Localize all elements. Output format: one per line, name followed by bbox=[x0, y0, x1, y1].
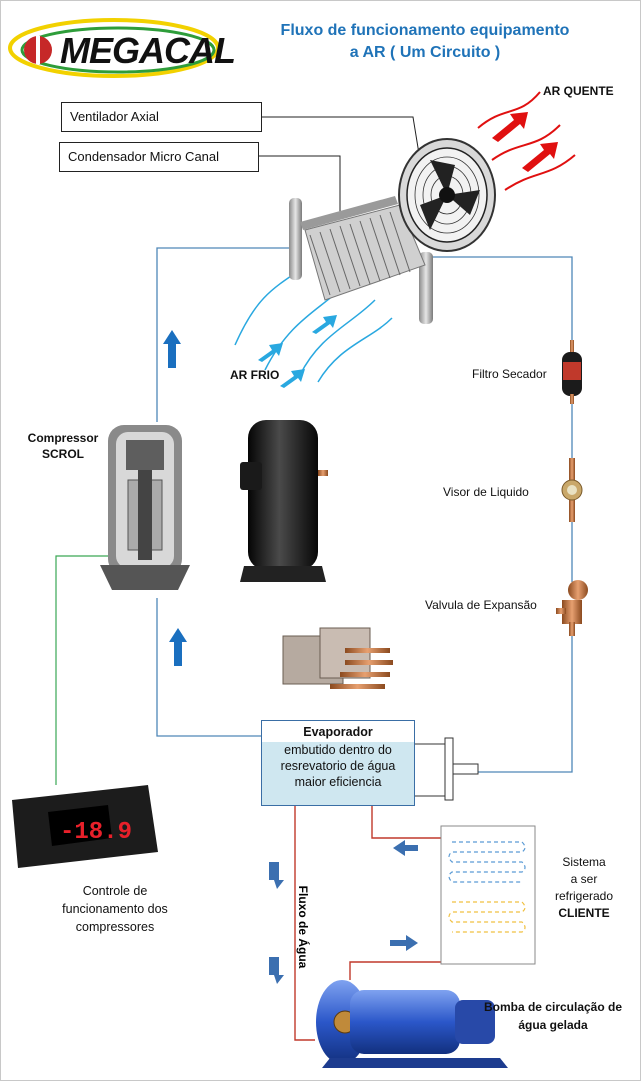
pump-label bbox=[478, 998, 628, 1034]
evaporator-box bbox=[261, 720, 415, 806]
compressor-label bbox=[27, 430, 99, 462]
refrigerant-circuit bbox=[157, 248, 572, 772]
evaporator-icon bbox=[283, 628, 393, 689]
filter-dryer-icon bbox=[562, 340, 582, 404]
client-system-label bbox=[548, 854, 620, 922]
controller-label bbox=[40, 882, 190, 936]
title-line-1: Fluxo de funcionamento equipamento bbox=[280, 22, 570, 39]
evaporator-line-1: embutido dentro do bbox=[284, 743, 392, 757]
pump-label-line-1: Bomba de circulação de bbox=[483, 1000, 623, 1014]
pump-label-line-2: água gelada bbox=[518, 1018, 588, 1032]
controller-label-line-3: compressores bbox=[75, 920, 155, 934]
title-line-2: a AR ( Um Circuito ) bbox=[349, 44, 501, 61]
sight-glass-icon bbox=[562, 458, 582, 522]
plate-heat-exchanger-icon bbox=[441, 826, 535, 964]
system-label-line-1: Sistema bbox=[562, 855, 606, 869]
compressor-icon bbox=[240, 420, 328, 582]
compressor-cutaway-icon bbox=[100, 425, 190, 590]
logo-text: MEGACAL bbox=[60, 30, 235, 71]
compressor-label-line-2: SCROL bbox=[42, 447, 84, 461]
water-flow-label-wrap bbox=[283, 880, 323, 980]
cold-air-label: AR FRIO bbox=[230, 368, 280, 382]
evaporator-line-2: resrevatorio de água bbox=[280, 759, 396, 773]
compressor-label-line-1: Compressor bbox=[27, 431, 99, 445]
sight-glass-label: Visor de Liquido bbox=[443, 485, 529, 499]
controller-display: -18.9 bbox=[60, 819, 133, 846]
condenser-label: Condensador Micro Canal bbox=[59, 142, 259, 172]
megacal-logo bbox=[8, 18, 235, 78]
system-label-line-3: refrigerado bbox=[554, 889, 614, 903]
system-label-line-2: a ser bbox=[570, 872, 598, 886]
water-flow-label: Fluxo de Água bbox=[296, 885, 310, 969]
page-title bbox=[250, 20, 600, 64]
dryer-label: Filtro Secador bbox=[472, 367, 547, 381]
evaporator-fitting bbox=[413, 738, 478, 800]
fan-label: Ventilador Axial bbox=[61, 102, 262, 132]
controller-label-line-1: Controle de bbox=[82, 884, 148, 898]
control-wire bbox=[56, 556, 112, 785]
hot-air-label: AR QUENTE bbox=[543, 84, 614, 98]
system-label-line-4: CLIENTE bbox=[558, 906, 610, 920]
expansion-valve-label: Valvula de Expansão bbox=[425, 598, 537, 612]
axial-fan-icon bbox=[399, 139, 495, 251]
evaporator-line-3: maior eficiencia bbox=[294, 775, 382, 789]
temperature-controller-icon bbox=[12, 785, 158, 868]
evaporator-title: Evaporador bbox=[262, 721, 414, 742]
controller-label-line-2: funcionamento dos bbox=[62, 902, 168, 916]
expansion-valve-icon bbox=[556, 580, 588, 636]
